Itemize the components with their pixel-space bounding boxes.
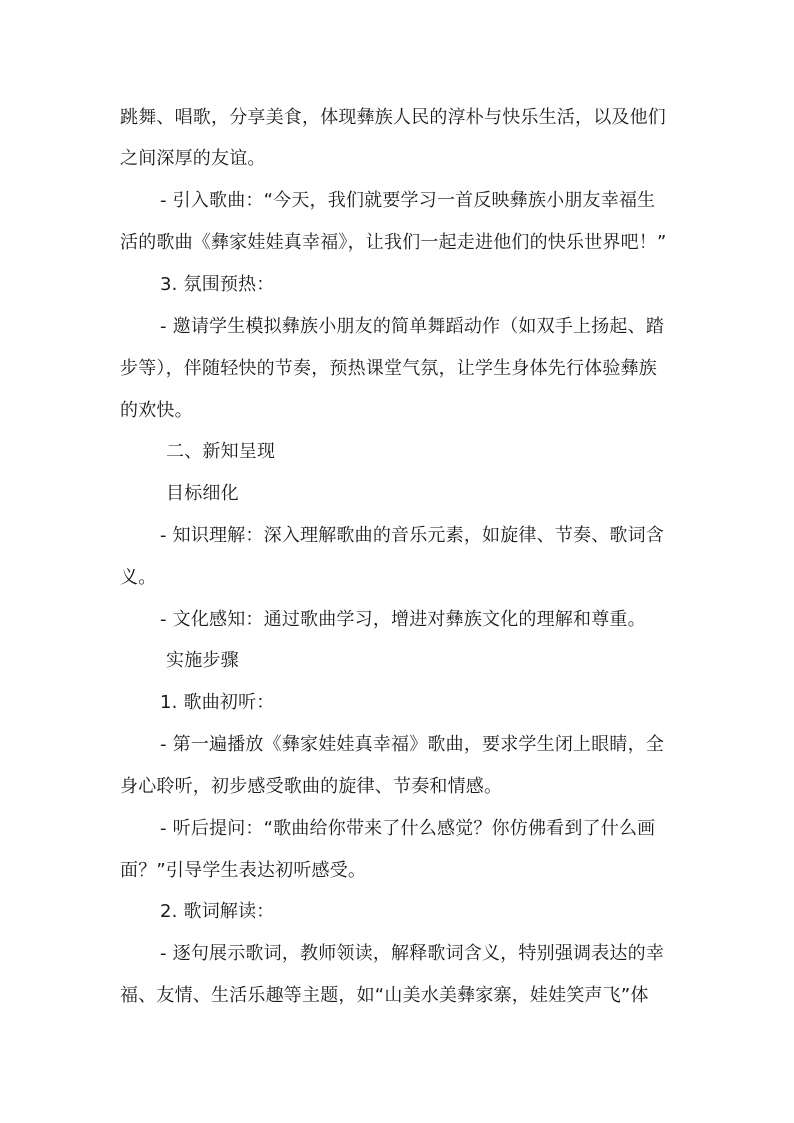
paragraph-line: 跳舞、唱歌，分享美食，体现彝族人民的淳朴与快乐生活，以及他们: [120, 107, 666, 128]
subsection-heading: 实施步骤: [166, 650, 239, 671]
paragraph-line: - 知识理解：深入理解歌曲的音乐元素，如旋律、节奏、歌词含: [160, 525, 665, 546]
section-heading: 1. 歌曲初听：: [160, 692, 275, 713]
paragraph-line: 身心聆听，初步感受歌曲的旋律、节奏和情感。: [120, 776, 503, 797]
section-heading: 3. 氛围预热：: [160, 274, 275, 295]
paragraph-line: 活的歌曲《彝家娃娃真幸福》，让我们一起走进他们的快乐世界吧！”: [120, 232, 667, 253]
paragraph-line: 之间深厚的友谊。: [120, 148, 266, 169]
section-heading: 二、新知呈现: [166, 441, 276, 462]
paragraph-line: 的欢快。: [120, 400, 193, 421]
paragraph-line: - 第一遍播放《彝家娃娃真幸福》歌曲，要求学生闭上眼睛，全: [160, 734, 665, 755]
paragraph-line: - 文化感知：通过歌曲学习，增进对彝族文化的理解和尊重。: [160, 609, 646, 630]
paragraph-line: 面？”引导学生表达初听感受。: [120, 860, 367, 881]
paragraph-line: 福、友情、生活乐趣等主题，如“山美水美彝家寨，娃娃笑声飞”体: [120, 985, 649, 1006]
section-heading: 2. 歌词解读：: [160, 901, 275, 922]
paragraph-line: - 引入歌曲：“今天，我们就要学习一首反映彝族小朋友幸福生: [160, 190, 656, 211]
paragraph-line: 步等），伴随轻快的节奏，预热课堂气氛，让学生身体先行体验彝族: [120, 358, 657, 379]
paragraph-line: - 听后提问：“歌曲给你带来了什么感觉？你仿佛看到了什么画: [160, 818, 656, 839]
paragraph-line: - 逐句展示歌词，教师领读，解释歌词含义，特别强调表达的幸: [160, 943, 665, 964]
subsection-heading: 目标细化: [166, 483, 239, 504]
paragraph-line: 义。: [120, 567, 157, 588]
paragraph-line: - 邀请学生模拟彝族小朋友的简单舞蹈动作（如双手上扬起、踏: [160, 316, 665, 337]
